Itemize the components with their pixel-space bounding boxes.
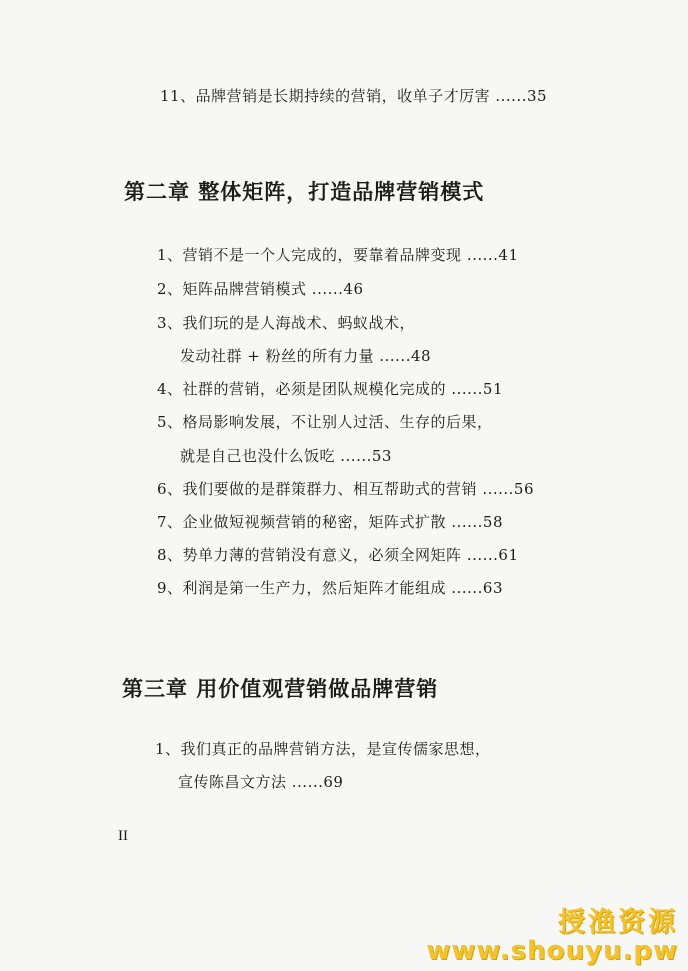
- toc-entry-2-3: 3、我们玩的是人海战术、蚂蚁战术，: [157, 314, 416, 332]
- watermark-name: 授渔资源: [558, 907, 678, 938]
- toc-entry-3-1-cont: 宣传陈昌文方法 ......69: [178, 773, 344, 791]
- toc-entry-2-7: 7、企业做短视频营销的秘密，矩阵式扩散 ......58: [157, 513, 504, 531]
- toc-entry-2-1: 1、营销不是一个人完成的，要靠着品牌变现 ......41: [157, 246, 519, 264]
- toc-entry-2-2: 2、矩阵品牌营销模式 ......46: [157, 280, 364, 298]
- toc-entry-2-6: 6、我们要做的是群策群力、相互帮助式的营销 ......56: [157, 480, 535, 498]
- toc-entry-2-8: 8、势单力薄的营销没有意义，必须全网矩阵 ......61: [157, 546, 519, 564]
- toc-entry-2-5-cont: 就是自己也没什么饭吃 ......53: [180, 447, 392, 465]
- toc-entry-2-3-cont: 发动社群 + 粉丝的所有力量 ......48: [180, 347, 432, 365]
- toc-entry-2-5: 5、格局影响发展，不让别人过活、生存的后果，: [157, 413, 493, 431]
- chapter-2-title: 第二章 整体矩阵，打造品牌营销模式: [124, 179, 485, 204]
- chapter-3-title: 第三章 用价值观营销做品牌营销: [122, 676, 439, 701]
- toc-entry-2-4: 4、社群的营销，必须是团队规模化完成的 ......51: [157, 380, 504, 398]
- toc-entry-2-9: 9、利润是第一生产力，然后矩阵才能组成 ......63: [157, 579, 504, 597]
- toc-entry-3-1: 1、我们真正的品牌营销方法，是宣传儒家思想，: [155, 740, 491, 758]
- page-number: II: [118, 828, 128, 844]
- watermark-url: www.shouyu.pw: [426, 936, 678, 966]
- toc-entry-11: 11、品牌营销是长期持续的营销，收单子才厉害 ......35: [160, 87, 548, 105]
